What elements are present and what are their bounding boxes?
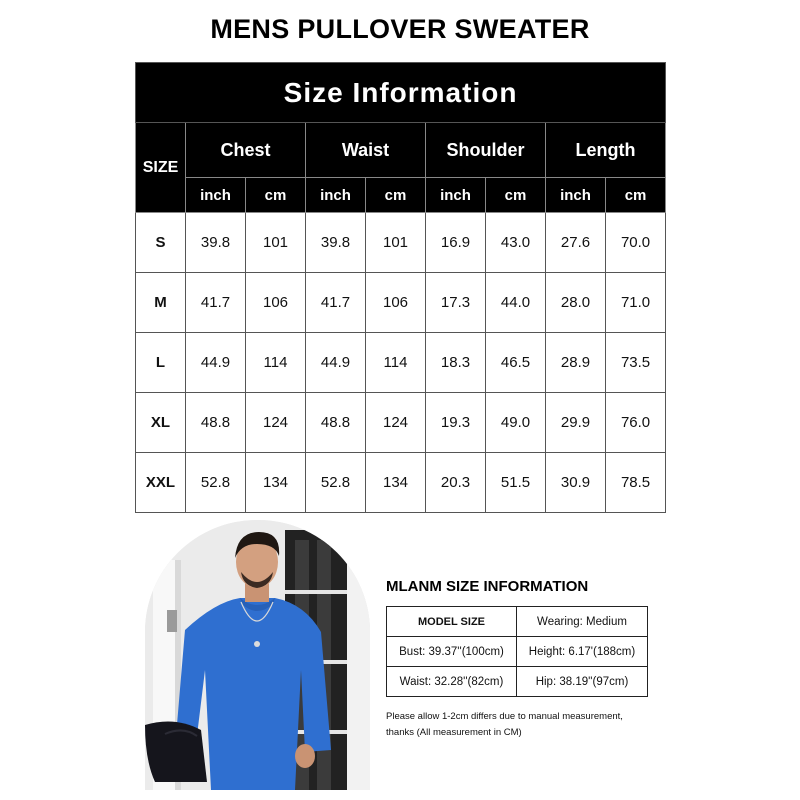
measurement-cell: 28.0	[546, 273, 606, 333]
measurement-cell: 43.0	[486, 213, 546, 273]
measurement-cell: 46.5	[486, 333, 546, 393]
page-title: MENS PULLOVER SWEATER	[210, 14, 590, 44]
size-label: XXL	[136, 453, 186, 513]
size-row	[136, 393, 666, 453]
size-row	[136, 333, 666, 393]
chest-header: Chest	[186, 123, 306, 178]
measurement-cell: 76.0	[606, 393, 666, 453]
unit-cm-header: cm	[366, 178, 426, 213]
size-chart-table	[135, 62, 666, 513]
measurement-cell: 51.5	[486, 453, 546, 513]
measurement-note: Please allow 1-2cm differs due to manual measurement, thanks (All measurement in CM)	[386, 711, 623, 738]
unit-cm-header: cm	[606, 178, 666, 213]
model-bust: Bust: 39.37''(100cm)	[387, 637, 517, 667]
measurement-cell: 106	[366, 273, 426, 333]
measurement-cell: 124	[366, 393, 426, 453]
measurement-cell: 101	[366, 213, 426, 273]
length-header: Length	[546, 123, 666, 178]
unit-inch-header: inch	[546, 178, 606, 213]
measurement-cell: 70.0	[606, 213, 666, 273]
size-column-header: SIZE	[136, 123, 186, 213]
unit-cm-header: cm	[246, 178, 306, 213]
measurement-cell: 134	[366, 453, 426, 513]
size-information-banner: Size Information	[136, 63, 666, 123]
model-wearing-size: Wearing: Medium	[517, 607, 648, 637]
model-illustration	[145, 520, 370, 790]
measurement-cell: 27.6	[546, 213, 606, 273]
shoulder-header: Shoulder	[426, 123, 546, 178]
measurement-cell: 52.8	[306, 453, 366, 513]
measurement-cell: 52.8	[186, 453, 246, 513]
unit-inch-header: inch	[186, 178, 246, 213]
measurement-cell: 73.5	[606, 333, 666, 393]
unit-inch-header: inch	[306, 178, 366, 213]
measurement-cell: 29.9	[546, 393, 606, 453]
measurement-cell: 20.3	[426, 453, 486, 513]
measurement-cell: 49.0	[486, 393, 546, 453]
size-label: M	[136, 273, 186, 333]
measurement-cell: 16.9	[426, 213, 486, 273]
measurement-cell: 44.9	[186, 333, 246, 393]
measurement-cell: 30.9	[546, 453, 606, 513]
size-row	[136, 453, 666, 513]
waist-header: Waist	[306, 123, 426, 178]
model-hip: Hip: 38.19''(97cm)	[517, 667, 648, 697]
measurement-cell: 44.0	[486, 273, 546, 333]
measurement-cell: 78.5	[606, 453, 666, 513]
unit-inch-header: inch	[426, 178, 486, 213]
size-label: L	[136, 333, 186, 393]
measurement-cell: 134	[246, 453, 306, 513]
size-label: S	[136, 213, 186, 273]
measurement-cell: 28.9	[546, 333, 606, 393]
measurement-cell: 44.9	[306, 333, 366, 393]
measurement-cell: 71.0	[606, 273, 666, 333]
model-size-label: MODEL SIZE	[387, 607, 517, 637]
model-height: Height: 6.17'(188cm)	[517, 637, 648, 667]
size-row	[136, 213, 666, 273]
measurement-cell: 39.8	[306, 213, 366, 273]
model-size-info-title: MLANM SIZE INFORMATION	[386, 578, 589, 595]
size-label: XL	[136, 393, 186, 453]
measurement-cell: 17.3	[426, 273, 486, 333]
model-size-table	[386, 606, 648, 697]
measurement-cell: 18.3	[426, 333, 486, 393]
measurement-cell: 124	[246, 393, 306, 453]
unit-cm-header: cm	[486, 178, 546, 213]
measurement-cell: 41.7	[186, 273, 246, 333]
measurement-cell: 114	[246, 333, 306, 393]
measurement-cell: 101	[246, 213, 306, 273]
model-waist: Waist: 32.28''(82cm)	[387, 667, 517, 697]
model-photo	[145, 520, 370, 790]
measurement-cell: 19.3	[426, 393, 486, 453]
measurement-cell: 114	[366, 333, 426, 393]
measurement-cell: 48.8	[186, 393, 246, 453]
size-row	[136, 273, 666, 333]
measurement-cell: 48.8	[306, 393, 366, 453]
measurement-cell: 39.8	[186, 213, 246, 273]
measurement-cell: 41.7	[306, 273, 366, 333]
measurement-cell: 106	[246, 273, 306, 333]
